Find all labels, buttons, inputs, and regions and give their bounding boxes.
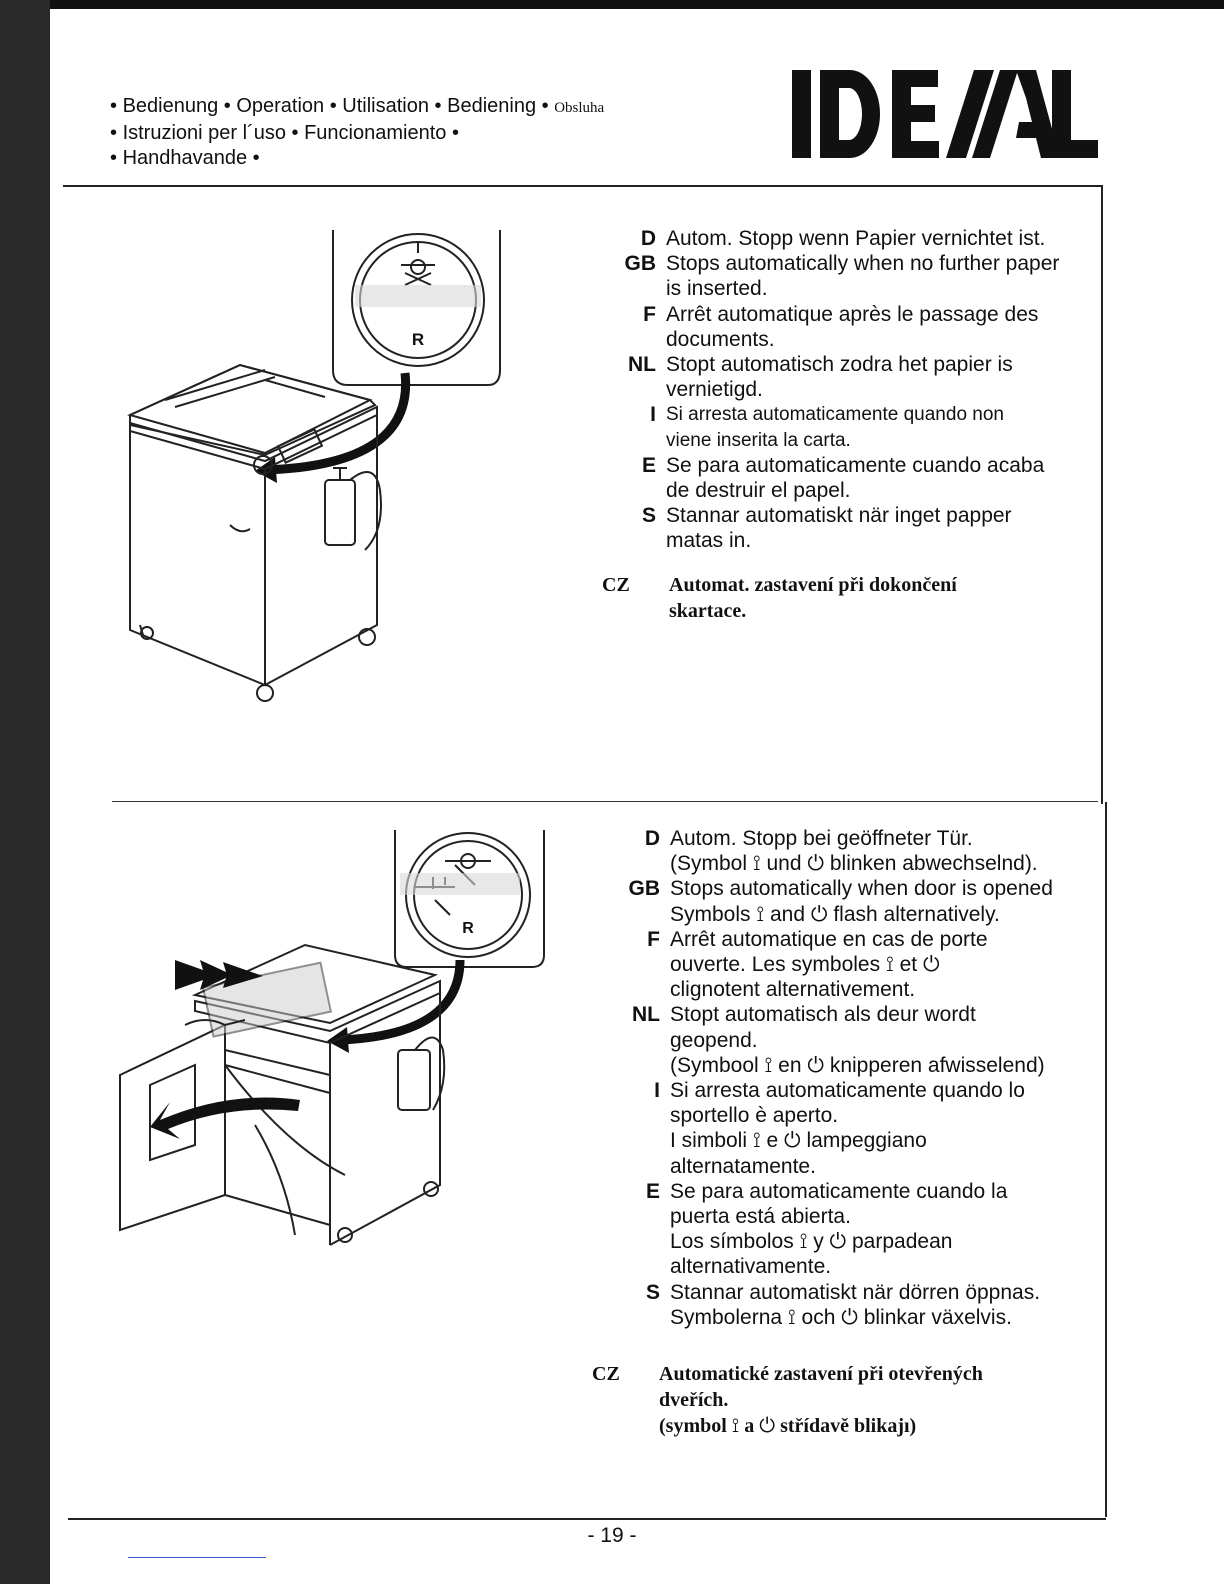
bullet: • bbox=[110, 122, 123, 144]
blue-underline-artifact bbox=[128, 1557, 266, 1558]
middle-rule bbox=[112, 801, 1098, 802]
header-line-3 bbox=[110, 146, 604, 171]
door-symbol-icon: ⟟ bbox=[764, 1053, 773, 1077]
language-label: Funcionamiento bbox=[304, 122, 452, 144]
text-line: Se para automaticamente cuando la bbox=[670, 1179, 1008, 1203]
language-code: F bbox=[643, 302, 656, 326]
instruction-entry bbox=[610, 1179, 1110, 1280]
bullet: • bbox=[252, 147, 260, 169]
shredder-illustration-door-open bbox=[115, 825, 555, 1250]
text-line: Symbols ⟟ and ⏻ flash alternatively. bbox=[670, 902, 1000, 926]
language-label: Bediening bbox=[447, 95, 542, 117]
language-label: Bedienung bbox=[122, 95, 224, 117]
bullet: • bbox=[110, 95, 123, 117]
text-line: geopend. bbox=[670, 1028, 758, 1052]
text-line: clignotent alternativement. bbox=[670, 978, 916, 1002]
language-label: Handhavande bbox=[122, 147, 253, 169]
instruction-text: Se para automaticamente cuando acaba de destruir el papel. bbox=[666, 453, 1045, 503]
top-rule bbox=[63, 185, 1103, 187]
text-line: sportello è aperto. bbox=[670, 1104, 839, 1128]
section1-cz-code: CZ bbox=[602, 574, 630, 596]
door-symbol-icon: ⟟ bbox=[787, 1305, 796, 1329]
ideal-logo bbox=[790, 68, 1102, 179]
text-line: (symbol ⟟ a ⏻ střídavě blikajı) bbox=[659, 1415, 917, 1437]
language-label: Obsluha bbox=[554, 100, 605, 116]
language-code: I bbox=[650, 403, 656, 427]
power-symbol-icon: ⏻ bbox=[829, 1230, 847, 1254]
language-label: Operation bbox=[236, 95, 330, 117]
text-line: (Symbol ⟟ und ⏻ blinken abwechselnd). bbox=[670, 852, 1038, 876]
power-symbol-icon: ⏻ bbox=[922, 953, 940, 977]
header-language-list bbox=[110, 94, 604, 171]
language-code: D bbox=[640, 227, 656, 250]
power-symbol-icon: ⏻ bbox=[784, 1129, 801, 1153]
bullet: • bbox=[223, 95, 237, 117]
language-code: F bbox=[647, 927, 660, 951]
text-line: Symbolerna ⟟ och ⏻ blinkar växelvis. bbox=[670, 1305, 1012, 1329]
shredder-illustration-auto-stop bbox=[115, 225, 515, 710]
instruction-text bbox=[670, 927, 988, 1003]
language-code: E bbox=[641, 453, 656, 477]
door-symbol-icon: ⟟ bbox=[752, 1129, 761, 1153]
bullet: • bbox=[291, 122, 305, 144]
language-code: NL bbox=[628, 353, 656, 377]
instruction-text: Stops automatically when no further paper is inserted. bbox=[666, 252, 1060, 301]
section2-cz-code: CZ bbox=[592, 1363, 620, 1385]
text-line: Autom. Stopp bei geöffneter Tür. bbox=[670, 827, 973, 850]
instruction-entry bbox=[610, 927, 1110, 1003]
ideal-logo-mark bbox=[790, 68, 1102, 162]
door-symbol-icon: ⟟ bbox=[731, 1415, 740, 1437]
power-symbol-icon: ⏻ bbox=[807, 852, 825, 876]
text-line: puerta está abierta. bbox=[670, 1205, 851, 1229]
scan-border-left bbox=[0, 0, 50, 1584]
instruction-entry bbox=[606, 453, 1106, 503]
text-line: Stannar automatiskt när dörren öppnas. bbox=[670, 1280, 1041, 1304]
text-line: Arrêt automatique en cas de porte bbox=[670, 927, 988, 951]
page-number: - 19 - bbox=[587, 1524, 637, 1547]
text-line: Stops automatically when door is opened bbox=[670, 877, 1053, 901]
bullet: • bbox=[110, 147, 123, 169]
header-line-2 bbox=[110, 121, 604, 146]
section1-instructions bbox=[606, 226, 1106, 554]
instruction-entry bbox=[610, 876, 1110, 926]
text-line: ouverte. Les symboles ⟟ et ⏻ bbox=[670, 953, 940, 977]
text-line: I simboli ⟟ e ⏻ lampeggiano bbox=[670, 1129, 927, 1153]
bottom-rule bbox=[68, 1518, 1106, 1520]
language-code: GB bbox=[624, 252, 656, 276]
instruction-text bbox=[670, 1002, 1045, 1078]
power-symbol-icon: ⏻ bbox=[841, 1305, 858, 1329]
door-symbol-icon: ⟟ bbox=[799, 1230, 808, 1254]
language-code: GB bbox=[628, 877, 660, 901]
instruction-text bbox=[670, 1179, 1007, 1280]
door-symbol-icon: ⟟ bbox=[885, 953, 894, 977]
instruction-text: Arrêt automatique après le passage des documents. bbox=[666, 302, 1039, 351]
instruction-entry bbox=[606, 302, 1106, 352]
panel-reset-label-1: R bbox=[411, 330, 425, 349]
power-symbol-icon: ⏻ bbox=[759, 1415, 776, 1437]
instruction-text bbox=[670, 1078, 1025, 1179]
bullet: • bbox=[329, 95, 343, 117]
language-label: Utilisation bbox=[342, 95, 435, 117]
language-label: Istruzioni per l´uso bbox=[122, 122, 292, 144]
section1-cz-text: Automat. zastavení při dokončení skartace. bbox=[669, 574, 957, 622]
instruction-text: Stopt automatisch zodra het papier is vernietigd. bbox=[666, 353, 1013, 402]
instruction-entry bbox=[606, 503, 1106, 553]
instruction-entry bbox=[610, 1280, 1110, 1330]
instruction-entry bbox=[610, 826, 1110, 876]
bullet: • bbox=[434, 95, 448, 117]
instruction-entry bbox=[610, 1002, 1110, 1078]
power-symbol-icon: ⏻ bbox=[810, 902, 828, 926]
text-line: Automatické zastavení při otevřených bbox=[659, 1363, 983, 1385]
text-line: Los símbolos ⟟ y ⏻ parpadean bbox=[670, 1230, 953, 1254]
section1-cz-instruction bbox=[602, 572, 957, 624]
door-symbol-icon: ⟟ bbox=[752, 852, 761, 876]
text-line: alternatamente. bbox=[670, 1154, 816, 1178]
instruction-entry bbox=[606, 352, 1106, 402]
instruction-text bbox=[670, 876, 1053, 926]
language-code: S bbox=[645, 1280, 660, 1304]
instruction-text: Si arresta automaticamente quando non viene inserita la carta. bbox=[666, 404, 1004, 451]
language-code: S bbox=[641, 504, 656, 528]
text-line: (Symbool ⟟ en ⏻ knipperen afwisselend) bbox=[670, 1053, 1045, 1077]
header-line-1 bbox=[110, 94, 604, 121]
text-line: alternativamente. bbox=[670, 1255, 832, 1279]
section2-cz-text bbox=[659, 1361, 983, 1439]
bullet: • bbox=[451, 122, 459, 144]
door-symbol-icon: ⟟ bbox=[756, 902, 765, 926]
section2-cz-instruction bbox=[592, 1361, 983, 1439]
instruction-text: Autom. Stopp wenn Papier vernichtet ist. bbox=[666, 227, 1046, 250]
language-code: D bbox=[644, 827, 660, 850]
power-symbol-icon: ⏻ bbox=[807, 1053, 824, 1077]
text-line: dveřích. bbox=[659, 1389, 729, 1411]
instruction-text bbox=[670, 1280, 1040, 1330]
instruction-entry bbox=[606, 251, 1106, 301]
instruction-entry bbox=[606, 402, 1106, 452]
language-code: NL bbox=[632, 1003, 660, 1027]
section2-instructions bbox=[610, 826, 1110, 1330]
text-line: Si arresta automaticamente quando lo bbox=[670, 1079, 1025, 1103]
language-code: E bbox=[645, 1179, 660, 1203]
scan-border-top bbox=[50, 0, 1224, 9]
instruction-entry bbox=[610, 1078, 1110, 1179]
language-code: I bbox=[654, 1079, 660, 1103]
instruction-text: Stannar automatiskt när inget papper matas in. bbox=[666, 504, 1012, 553]
panel-reset-label-2: R bbox=[462, 920, 474, 937]
instruction-entry bbox=[606, 226, 1106, 251]
bullet: • bbox=[541, 95, 555, 117]
instruction-text bbox=[670, 826, 1038, 876]
text-line: Stopt automatisch als deur wordt bbox=[670, 1003, 976, 1027]
